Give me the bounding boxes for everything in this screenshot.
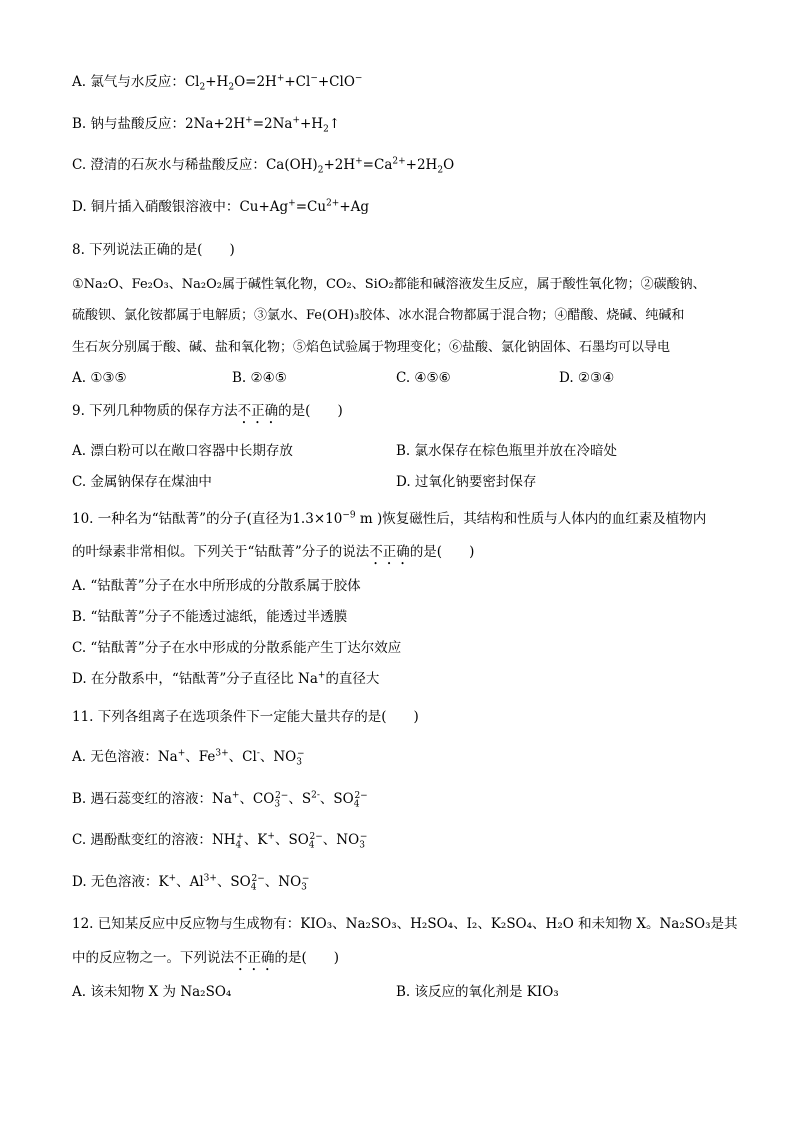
q11-c-ions: $NH_4^+$、K+、$SO_4^{2-}$、$NO_3^-$ (211, 831, 368, 851)
q9-option-c: C. 金属钠保存在煤油中 (72, 474, 212, 490)
q11-option-a: A. 无色溶液：Na+、$Fe^{3+}$、Cl-、$NO_3^-$ (72, 748, 305, 768)
q7-option-b: B. 钠与盐酸反应：$2Na+2H^+=2Na^++H_2↑$ (72, 115, 341, 135)
q8-stem: 8. 下列说法正确的是( ) (72, 242, 235, 258)
q11-option-c: C. 遇酚酞变红的溶液：$NH_4^+$、K+、$SO_4^{2-}$、$NO_3^-$ (72, 831, 368, 851)
q7-option-c: C. 澄清的石灰水与稀盐酸反应：$Ca(OH)_2+2H^+=Ca^{2+}+2H_2O$ (72, 156, 455, 176)
q11-a-ions: Na+、$Fe^{3+}$、Cl-、$NO_3^-$ (157, 748, 305, 768)
q10-line-2: 的叶绿素非常相似。下列关于“钴酞菁”分子的说法不正确的是( ) (72, 544, 475, 560)
q9-option-a: A. 漂白粉可以在敞口容器中长期存放 (72, 443, 293, 459)
q7-option-d: D. 铜片插入硝酸银溶液中：$Cu+Ag^+=Cu^{2+}+Ag$ (72, 198, 370, 215)
q7-b-equation: $2Na+2H^+=2Na^++H_2↑$ (185, 115, 341, 135)
q10-option-d: D. 在分散系中，“钴酞菁”分子直径比 Na+的直径大 (72, 670, 380, 687)
q12-option-b: B. 该反应的氧化剂是 KIO₃ (396, 984, 559, 1000)
q10-option-c: C. “钴酞菁”分子在水中形成的分散系能产生丁达尔效应 (72, 640, 402, 656)
q8-option-a: A. ①③⑤ (72, 370, 127, 386)
q7-d-equation: $Cu+Ag^+=Cu^{2+}+Ag$ (239, 198, 370, 215)
q10-line-1: 10. 一种名为“钴酞菁”的分子(直径为$1.3\times 10^{-9}$ m )恢复磁性后，其结构和性质与人体内的血红素及植物内 (72, 510, 707, 527)
q12-emphasis: 不正确 (234, 950, 275, 966)
q10-size-exponent: −9 (342, 510, 356, 521)
q8-option-b: B. ②④⑤ (232, 370, 287, 386)
q8-body-line-1: ①Na₂O、Fe₂O₃、Na₂O₂属于碱性氧化物，CO₂、SiO₂都能和碱溶液发生反应，属于酸性氧化物；②碳酸钠、 (72, 277, 706, 292)
q9-option-b: B. 氯水保存在棕色瓶里并放在冷暗处 (396, 443, 618, 459)
q9-stem: 9. 下列几种物质的保存方法不正确的是( ) (72, 403, 343, 419)
q12-line-1: 12. 已知某反应中反应物与生成物有：KIO₃、Na₂SO₃、H₂SO₄、I₂、K₂SO₄、H₂O 和未知物 X。Na₂SO₃是其 (72, 916, 738, 932)
q11-option-b: B. 遇石蕊变红的溶液：Na+、$CO_3^{2-}$、$S^{2-}$、$SO_4^{2-}$ (72, 790, 368, 810)
q11-stem: 11. 下列各组离子在选项条件下一定能大量共存的是( ) (72, 709, 419, 725)
q10-option-a: A. “钴酞菁”分子在水中所形成的分散系属于胶体 (72, 578, 361, 594)
q8-body-line-2: 硫酸钡、氯化铵都属于电解质；③氯水、Fe(OH)₃胶体、冰水混合物都属于混合物；④醋酸、烧碱、纯碱和 (72, 308, 685, 323)
q9-emphasis: 不正确 (237, 403, 279, 419)
q9-option-d: D. 过氧化钠要密封保存 (396, 474, 537, 490)
q7-a-equation: $Cl_2+H_2O=2H^++Cl^-+ClO^-$ (184, 73, 363, 93)
q11-b-ions: Na+、$CO_3^{2-}$、$S^{2-}$、$SO_4^{2-}$ (212, 790, 368, 810)
q8-option-d: D. ②③④ (559, 370, 615, 386)
q7-option-a: A. 氯气与水反应：$Cl_2+H_2O=2H^++Cl^-+ClO^-$ (72, 73, 363, 93)
q12-option-a: A. 该未知物 X 为 Na₂SO₄ (72, 984, 232, 1000)
q10-emphasis: 不正确 (369, 544, 410, 560)
q10-option-b: B. “钴酞菁”分子不能透过滤纸，能透过半透膜 (72, 609, 348, 625)
q7-c-equation: $Ca(OH)_2+2H^+=Ca^{2+}+2H_2O$ (265, 156, 455, 176)
q11-d-ions: K+、$Al^{3+}$、$SO_4^{2-}$、$NO_3^-$ (158, 873, 310, 893)
q10-size-value: 1.3×10 (292, 511, 343, 527)
q12-line-2: 中的反应物之一。下列说法不正确的是( ) (72, 950, 340, 966)
q8-body-line-3: 生石灰分别属于酸、碱、盐和氧化物；⑤焰色试验属于物理变化；⑥盐酸、氯化钠固体、石墨均可以导电 (72, 340, 671, 355)
q8-option-c: C. ④⑤⑥ (396, 370, 451, 386)
q11-option-d: D. 无色溶液：K+、$Al^{3+}$、$SO_4^{2-}$、$NO_3^-$ (72, 873, 310, 893)
